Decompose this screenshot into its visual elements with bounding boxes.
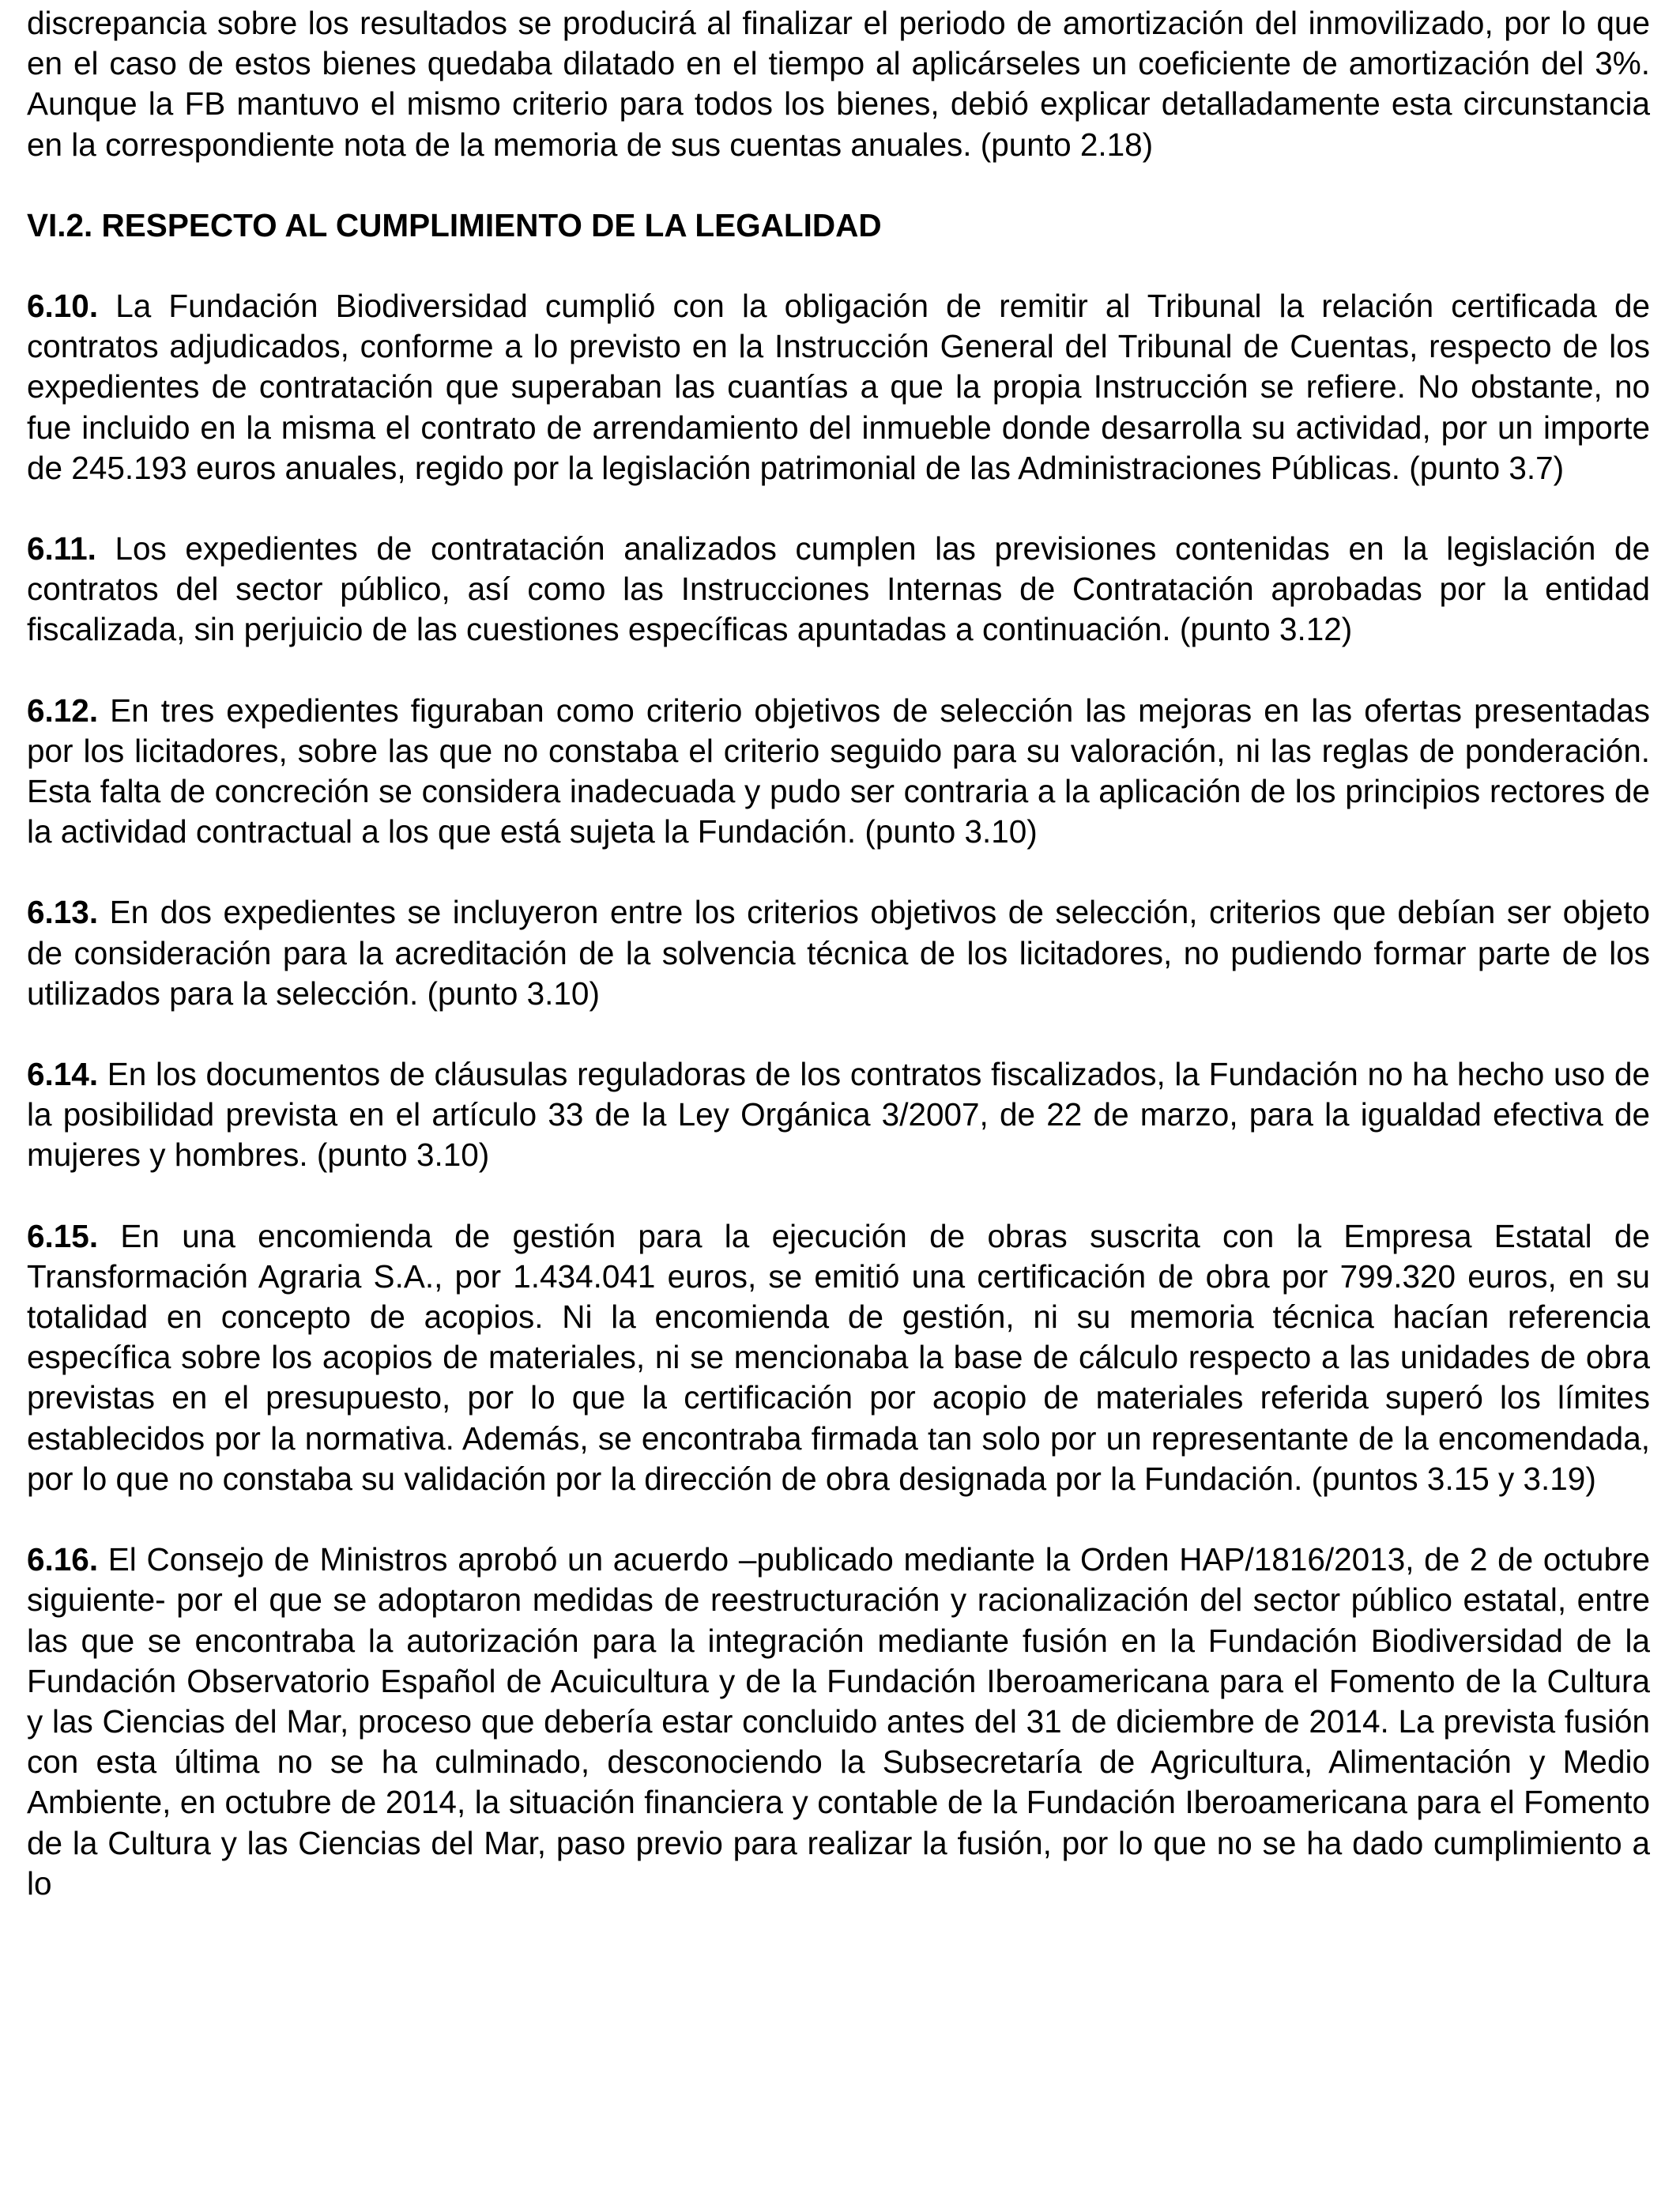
paragraph-6-11 — [27, 529, 1650, 650]
paragraph-number: 6.11. — [27, 530, 96, 567]
paragraph-6-15 — [27, 1216, 1650, 1499]
paragraph-6-12 — [27, 691, 1650, 853]
intro-text: discrepancia sobre los resultados se producirá al finalizar el periodo de amortización del inmovilizado, por lo que en el caso de estos bienes quedaba dilatado en el tiempo al aplicárseles un coeficiente de amortización del 3%. Aunque la FB mantuvo el mismo criterio para todos los bienes, debió explicar detalladamente esta circunstancia en la correspondiente nota de la memoria de sus cuentas anuales. (punto 2.18) — [27, 5, 1650, 163]
paragraph-number: 6.16. — [27, 1541, 99, 1578]
paragraph-number: 6.12. — [27, 692, 99, 729]
paragraph-text: La Fundación Biodiversidad cumplió con la obligación de remitir al Tribunal la relación certificada de contratos adjudicados, conforme a lo previsto en la Instrucción General del Tribunal de Cuentas, respecto de los expedientes de contratación que superaban las cuantías a que la propia Instrucción se refiere. No obstante, no fue incluido en la misma el contrato de arrendamiento del inmueble donde desarrolla su actividad, por un importe de 245.193 euros anuales, regido por la legislación patrimonial de las Administraciones Públicas. (punto 3.7) — [27, 288, 1650, 486]
paragraph-number: 6.13. — [27, 894, 99, 931]
paragraph-text: Los expedientes de contratación analizados cumplen las previsiones contenidas en la legislación de contratos del sector público, así como las Instrucciones Internas de Contratación aprobadas por la entidad fiscalizada, sin perjuicio de las cuestiones específicas apuntadas a continuación. (punto 3.12) — [27, 530, 1650, 648]
paragraph-text: En los documentos de cláusulas reguladoras de los contratos fiscalizados, la Fundación no ha hecho uso de la posibilidad prevista en el artículo 33 de la Ley Orgánica 3/2007, de 22 de marzo, para la igualdad efectiva de mujeres y hombres. (punto 3.10) — [27, 1056, 1650, 1174]
paragraph-number: 6.14. — [27, 1056, 99, 1093]
paragraph-number: 6.10. — [27, 288, 99, 325]
intro-paragraph — [27, 3, 1650, 165]
paragraph-6-10 — [27, 286, 1650, 488]
paragraph-6-14 — [27, 1054, 1650, 1176]
paragraph-text: En tres expedientes figuraban como criterio objetivos de selección las mejoras en las ofertas presentadas por los licitadores, sobre las que no constaba el criterio seguido para su valoración, ni las reglas de ponderación. Esta falta de concreción se considera inadecuada y pudo ser contraria a la aplicación de los principios rectores de la actividad contractual a los que está sujeta la Fundación. (punto 3.10) — [27, 692, 1650, 850]
paragraph-text: En una encomienda de gestión para la ejecución de obras suscrita con la Empresa Estatal de Transformación Agraria S.A., por 1.434.041 euros, se emitió una certificación de obra por 799.320 euros, en su totalidad en concepto de acopios. Ni la encomienda de gestión, ni su memoria técnica hacían referencia específica sobre los acopios de materiales, ni se mencionaba la base de cálculo respecto a las unidades de obra previstas en el presupuesto, por lo que la certificación por acopio de materiales referida superó los límites establecidos por la normativa. Además, se encontraba firmada tan solo por un representante de la encomendada, por lo que no constaba su validación por la dirección de obra designada por la Fundación. (puntos 3.15 y 3.19) — [27, 1217, 1650, 1497]
paragraph-6-16 — [27, 1540, 1650, 1904]
paragraph-text: En dos expedientes se incluyeron entre los criterios objetivos de selección, criterios que debían ser objeto de consideración para la acreditación de la solvencia técnica de los licitadores, no pudiendo formar parte de los utilizados para la selección. (punto 3.10) — [27, 894, 1650, 1012]
document-page — [27, 3, 1650, 1904]
section-heading: VI.2. RESPECTO AL CUMPLIMIENTO DE LA LEGALIDAD — [27, 206, 882, 243]
paragraph-6-13 — [27, 892, 1650, 1014]
paragraph-number: 6.15. — [27, 1217, 99, 1254]
paragraph-text: El Consejo de Ministros aprobó un acuerdo –publicado mediante la Orden HAP/1816/2013, de 2 de octubre siguiente- por el que se adoptaron medidas de reestructuración y racionalización del sector público estatal, entre las que se encontraba la autorización para la integración mediante fusión en la Fundación Biodiversidad de la Fundación Observatorio Español de Acuicultura y de la Fundación Iberoamericana para el Fomento de la Cultura y las Ciencias del Mar, proceso que debería estar concluido antes del 31 de diciembre de 2014. La prevista fusión con esta última no se ha culminado, desconociendo la Subsecretaría de Agricultura, Alimentación y Medio Ambiente, en octubre de 2014, la situación financiera y contable de la Fundación Iberoamericana para el Fomento de la Cultura y las Ciencias del Mar, paso previo para realizar la fusión, por lo que no se ha dado cumplimiento a lo — [27, 1541, 1650, 1902]
